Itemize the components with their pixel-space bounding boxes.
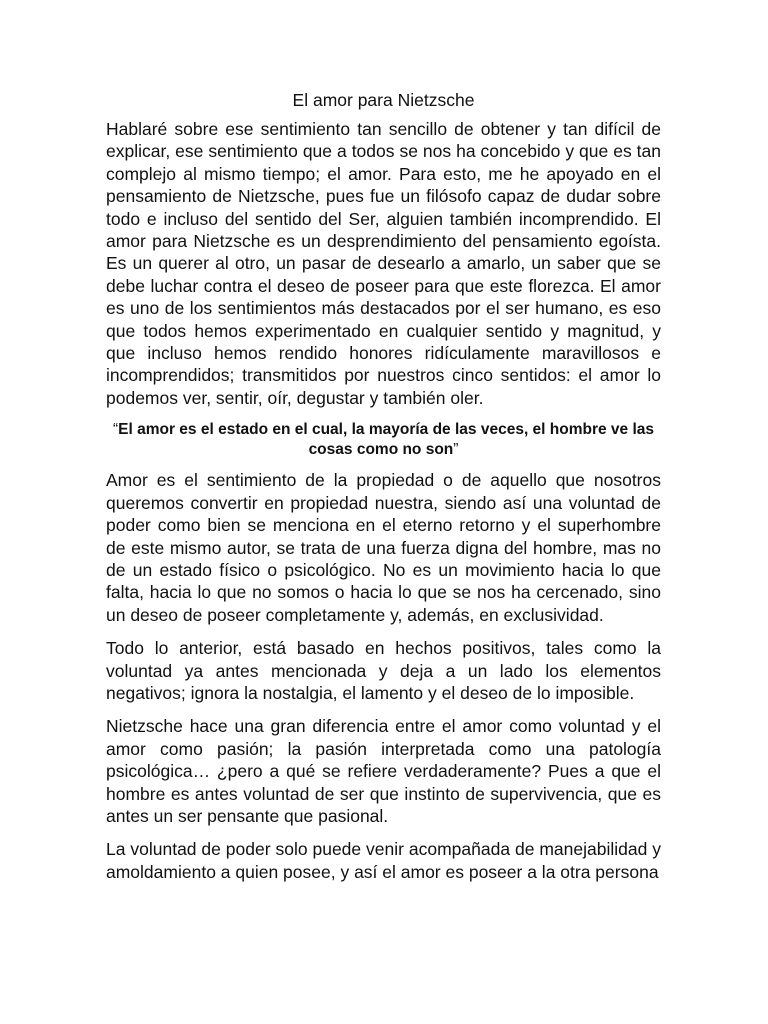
paragraph-3: Todo lo anterior, está basado en hechos positivos, tales como la voluntad ya antes mencionada y deja a un lado los elementos negativos; ignora la nostalgia, el lamento y el deseo de lo imposible. xyxy=(106,638,661,703)
paragraph-2: Amor es el sentimiento de la propiedad o de aquello que nosotros queremos convertir en propiedad nuestra, siendo así una voluntad de poder como bien se menciona en el eterno retorno y el superhombre de este mismo autor, se trata de una fuerza digna del hombre, mas no de un estado físico o psicológico. No es un movimiento hacia lo que falta, hacia lo que no somos o hacia lo que se nos ha cercenado, sino un deseo de poseer completamente y, además, en exclusividad. xyxy=(106,470,661,625)
quote-close-mark: ” xyxy=(453,441,459,459)
quote-open-mark: “ xyxy=(112,421,119,439)
paragraph-4: Nietzsche hace una gran diferencia entre el amor como voluntad y el amor como pasión; la pasión interpretada como una patología psicológica… ¿pero a qué se refiere verdaderamente? Pues a que el hombre es antes voluntad de ser que instinto de supervivencia, que es antes un ser pensante que pasional. xyxy=(106,716,661,826)
paragraph-5: La voluntad de poder solo puede venir acompañada de manejabilidad y amoldamiento a quien posee, y así el amor es poseer a la otra persona xyxy=(106,839,661,882)
nietzsche-quote xyxy=(106,420,661,460)
document-body xyxy=(106,88,661,894)
document-title: El amor para Nietzsche xyxy=(292,90,475,110)
quote-text: El amor es el estado en el cual, la mayoría de las veces, el hombre ve las cosas como no son xyxy=(118,421,655,459)
paragraph-1: Hablaré sobre ese sentimiento tan sencillo de obtener y tan difícil de explicar, ese sentimiento que a todos se nos ha concebido y que es tan complejo al mismo tiempo; el amor. Para esto, me he apoyado en el pensamiento de Nietzsche, pues fue un filósofo capaz de dudar sobre todo e incluso del sentido del Ser, alguien también incomprendido. El amor para Nietzsche es un desprendimiento del pensamiento egoísta. Es un querer al otro, un pasar de desearlo a amarlo, un saber que se debe luchar contra el deseo de poseer para que este florezca. El amor es uno de los sentimientos más destacados por el ser humano, es eso que todos hemos experimentado en cualquier sentido y magnitud, y que incluso hemos rendido honores ridículamente maravillosos e incomprendidos; transmitidos por nuestros cinco sentidos: el amor lo podemos ver, sentir, oír, degustar y también oler. xyxy=(106,119,661,408)
